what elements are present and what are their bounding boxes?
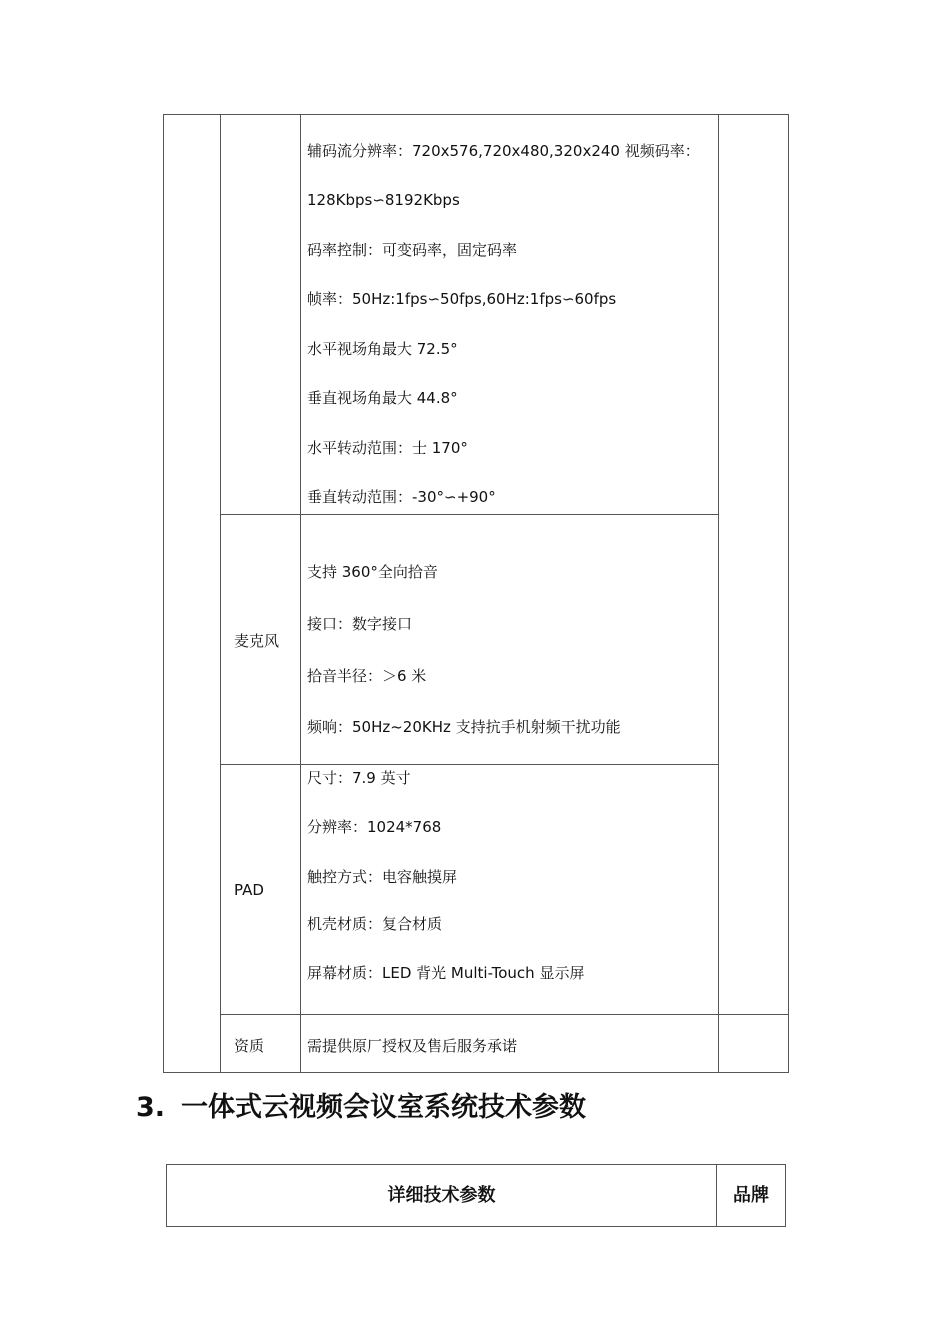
spec-table [163, 114, 789, 1073]
spec-line: 水平视场角最大 72.5° [307, 340, 458, 358]
row-divider [220, 1014, 788, 1015]
row-divider [220, 764, 719, 765]
header-params: 详细技术参数 [387, 1185, 496, 1206]
spec-line: 辅码流分辨率：720x576,720x480,320x240 视频码率： [307, 142, 700, 160]
column-divider [718, 115, 719, 1072]
spec-line: 接口：数字接口 [307, 615, 413, 633]
spec-line: 128Kbps∽8192Kbps [307, 191, 460, 209]
spec-line: 水平转动范围：士 170° [307, 439, 468, 457]
section-heading [136, 1090, 586, 1126]
column-divider [300, 115, 301, 1072]
category-label-pad: PAD [234, 881, 264, 899]
header-brand: 品牌 [733, 1185, 769, 1206]
spec-line: 需提供原厂授权及售后服务承诺 [307, 1037, 518, 1055]
section-number: 3. [136, 1092, 166, 1123]
category-label-qualification: 资质 [234, 1037, 265, 1055]
category-label-microphone: 麦克风 [234, 632, 280, 650]
spec-line: 分辨率：1024*768 [307, 818, 442, 836]
section-title: 一体式云视频会议室系统技术参数 [181, 1092, 587, 1123]
spec-line: 机壳材质：复合材质 [307, 915, 443, 933]
column-divider [220, 115, 221, 1072]
spec-line: 码率控制：可变码率，固定码率 [307, 241, 518, 259]
spec-line: 频响：50Hz~20KHz 支持抗手机射频干扰功能 [307, 718, 621, 736]
spec-line: 尺寸：7.9 英寸 [307, 769, 411, 787]
spec-line: 拾音半径：＞6 米 [307, 667, 427, 685]
brand-table [166, 1164, 786, 1227]
spec-line: 垂直转动范围：-30°∽+90° [307, 488, 496, 506]
spec-line: 支持 360°全向拾音 [307, 563, 438, 581]
spec-line: 触控方式：电容触摸屏 [307, 868, 458, 886]
row-divider [220, 514, 719, 515]
spec-line: 屏幕材质：LED 背光 Multi-Touch 显示屏 [307, 964, 585, 982]
spec-line: 帧率：50Hz:1fps∽50fps,60Hz:1fps∽60fps [307, 290, 617, 308]
spec-line: 垂直视场角最大 44.8° [307, 389, 458, 407]
